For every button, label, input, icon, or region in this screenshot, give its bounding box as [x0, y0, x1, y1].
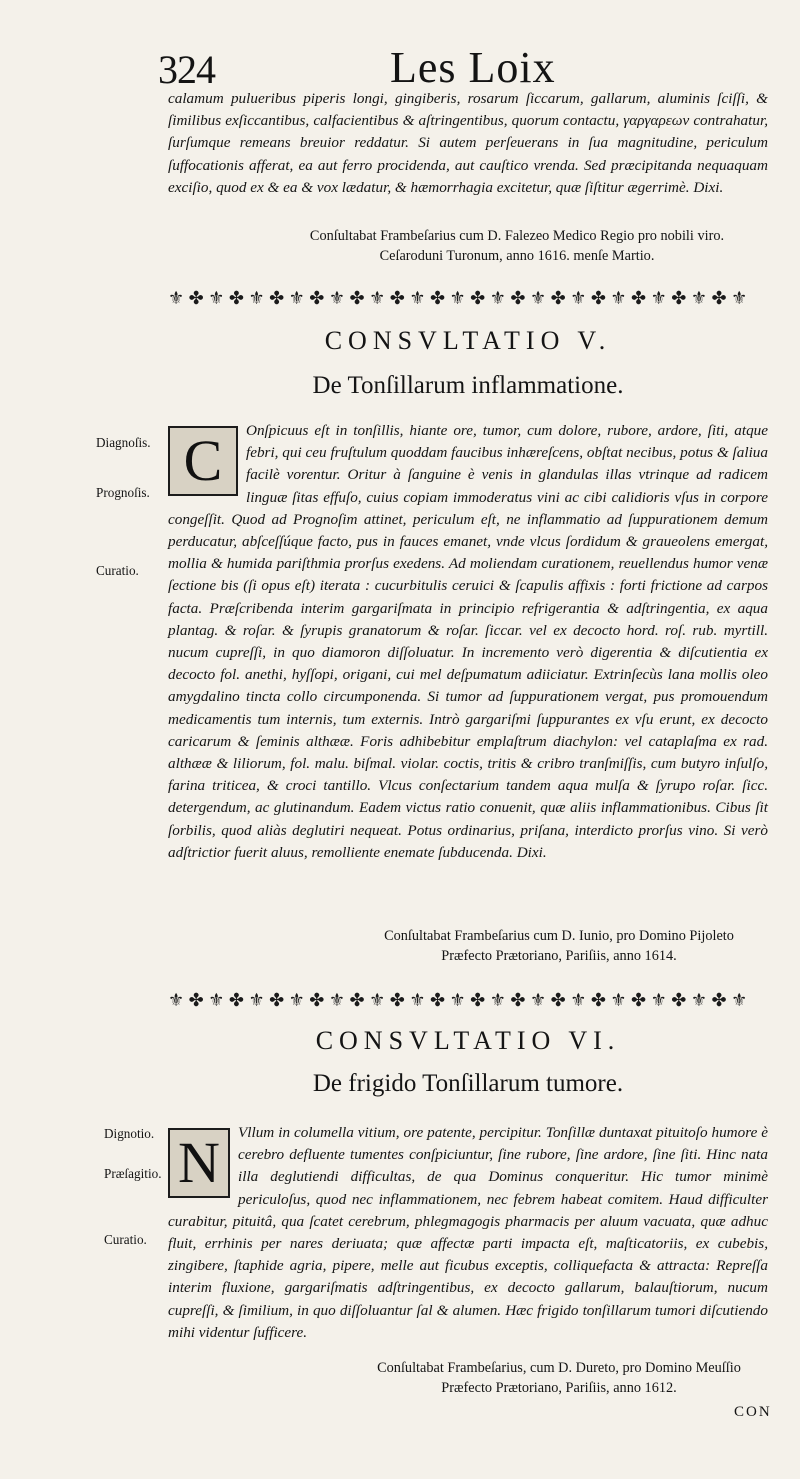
- consultation-heading: CONSVLTATIO V.: [324, 326, 612, 355]
- previous-consultation-text: calamum pulueribus piperis longi, gingiberis, rosarum ſiccarum, gallarum, aluminis ſciſſi, & ſimilibus exſiccantibus, calfacientibus & aſtringentibus, quorum contactu, γαργαρεων contrahatur, ſurſumque remeans breuior reddatur. Si autem perſeuerans in ſua magnitudine, periculum ſuffocationis afferat, ea aut ferro procidenda, aut cauſtico vrenda. Sed præcipitanda nequaquam exciſio, quod ex & ea & vox lædatur, & hæmorrhagia excitetur, quæ ſiſtitur ægerrimè. Dixi.: [168, 90, 768, 196]
- consultation-subtitle: De frigido Tonſillarum tumore.: [312, 1070, 624, 1097]
- previous-consultation-signature: [262, 226, 772, 266]
- consultation-heading: CONSVLTATIO VI.: [315, 1026, 621, 1055]
- margin-note: Diagnoſis.: [96, 435, 151, 450]
- margin-note: Dignotio.: [104, 1126, 155, 1141]
- consultation-text: Vllum in columella vitium, ore patente, percipitur. Tonſillæ duntaxat pituitoſo humore è cerebro defluente tumentes conſpiciuntur, ſine rubore, ſine ardore, ſine ſiti. Hinc nata illa deglutiendi difficultas, de qua Dominus conqueritur. Hic tumor minimè periculoſus, quod nec inflammationem, nec febrem habeat comitem. Haud difficulter curabitur, pituitâ, qua ſcatet cerebrum, phlegmagogis pharmacis per aluum vacuata, quæ adhuc fluit, errhinis per nares deriuata; quæ affectæ parti impacta eſt, maſticatoriis, ex cubebis, zingibere, ſtaphide agria, pipere, melle aut ficubus exceptis, colliquefacta & attracta: Repreſſa interim fluxione, gargariſmatis adſtringentibus, ex decocto gallarum, balauſtiorum, nucum cupreſſi, & ſimilium, in quo diſſoluantur ſal & alumen. Hæc frigido tonſillarum tumori diſcutiendo mihi videntur ſufficere.: [168, 1124, 768, 1341]
- decorated-initial: [168, 1128, 230, 1198]
- consultation-body: [168, 1122, 768, 1354]
- running-title: Les Loix: [390, 43, 556, 92]
- consultation-signature: [346, 1358, 772, 1398]
- margin-note: Curatio.: [96, 563, 139, 578]
- signature-line: Conſultabat Frambeſarius, cum D. Dureto, pro Domino Meuſſio: [377, 1360, 741, 1376]
- page-header: [158, 42, 758, 92]
- consultation-signature: [346, 926, 772, 966]
- consultation-text: Onſpicuus eſt in tonſillis, hiante ore, tumor, cum dolore, rubore, ardore, ſiti, atque febri, qui ceu fruſtulum quoddam faucibus inhæreſcens, obſtat necibus, potus & ſaliua facilè vorentur. Oritur à ſanguine è venis in glandulas illas vtrinque ad radicem linguæ ſitas effuſo, cuius copiam immoderatus vini ac cibi calidioris vſus in corpore congeſſit. Quod ad Prognoſim attinet, periculum eſt, ne inflammatio ad ſuppurationem demum perducatur, abſceſſúque facto, pus in fauces emanet, vnde vlcus ſordidum & graueolens emergat, mollia & humida pariſthmia prorſus exedens. Ad moliendam curationem, reuellendus humor venæ ſectione bis (ſi opus eſt) iterata : cucurbitulis ceruici & ſcapulis affixis : forti frictione ad carpos facta. Præſcribenda interim gargariſmata in principio refrigerantia & adſtringentia, ex aqua plantag. & roſar. & ſyrupis granatorum & roſar. ſiccar. vel ex decocto hord. roſ. rub. myrtill. nucum cupreſſi, in quo diamoron diſſoluatur. In incremento verò digerentia & diſcutientia ex decocto fol. anethi, hyſſopi, origani, cui mel deſpumatum adiiciatur. Extrinſecùs lana mollis oleo amygdalino tincta collo circumponenda. Si tumor ad ſuppurationem vergat, pus promouendum medicamentis tum internis, tum externis. Intrò gargariſmi ſuppurantes ex vſu erunt, ex decocto caricarum & ſeminis althææ. Foris adhibebitur emplaſtrum diachylon: vel cataplaſma ex rad. althææ & liliorum, fol. malu. biſmal. violar. coctis, tritis & cribro tranſmiſſis, cum butyro inſulſo, farina triticea, & croci tantillo. Vlcus conſectarium tandem aqua mulſa & ſyrupo roſar. ſicc. detergendum, ac glutinandum. Eadem victus ratio conuenit, quæ aliis inflammationibus. Cibus ſit ſorbilis, quod aliàs deglutiri nequeat. Potus ordinarius, priſana, interdicto prorſus vino. Si verò adſtrictior fuerit aluus, remolliente enemate ſubducenda. Dixi.: [168, 422, 768, 861]
- ornament-glyphs: ⚜ ✤ ⚜ ✤ ⚜ ✤ ⚜ ✤ ⚜ ✤ ⚜ ✤ ⚜ ✤ ⚜ ✤ ⚜ ✤ ⚜ ✤ ⚜ ✤ ⚜ ✤ ⚜ ✤ ⚜ ✤ ⚜: [168, 990, 748, 1010]
- ornament-band: [168, 286, 768, 310]
- signature-line: Præfecto Prætoriano, Pariſiis, anno 1614.: [441, 948, 677, 964]
- signature-line: Ceſaroduni Turonum, anno 1616. menſe Martio.: [379, 248, 655, 264]
- consultation-subtitle: De Tonſillarum inflammatione.: [312, 372, 624, 399]
- ornament-glyphs: ⚜ ✤ ⚜ ✤ ⚜ ✤ ⚜ ✤ ⚜ ✤ ⚜ ✤ ⚜ ✤ ⚜ ✤ ⚜ ✤ ⚜ ✤ ⚜ ✤ ⚜ ✤ ⚜ ✤ ⚜ ✤ ⚜: [168, 288, 748, 308]
- margin-note: Præſagitio.: [104, 1166, 162, 1181]
- page-number: 324: [158, 47, 215, 92]
- margin-note: Prognoſis.: [96, 485, 150, 500]
- margin-note: Curatio.: [104, 1232, 147, 1247]
- initial-letter: C: [183, 427, 223, 493]
- catchword: CON: [734, 1404, 772, 1420]
- signature-line: Præfecto Prætoriano, Pariſiis, anno 1612.: [441, 1380, 677, 1396]
- ornament-band: [168, 988, 768, 1012]
- decorated-initial: [168, 426, 238, 496]
- signature-line: Conſultabat Frambeſarius cum D. Falezeo Medico Regio pro nobili viro.: [309, 228, 725, 244]
- initial-letter: N: [178, 1129, 220, 1195]
- signature-line: Conſultabat Frambeſarius cum D. Iunio, pro Domino Pijoleto: [384, 928, 734, 944]
- consultation-body: [168, 420, 768, 920]
